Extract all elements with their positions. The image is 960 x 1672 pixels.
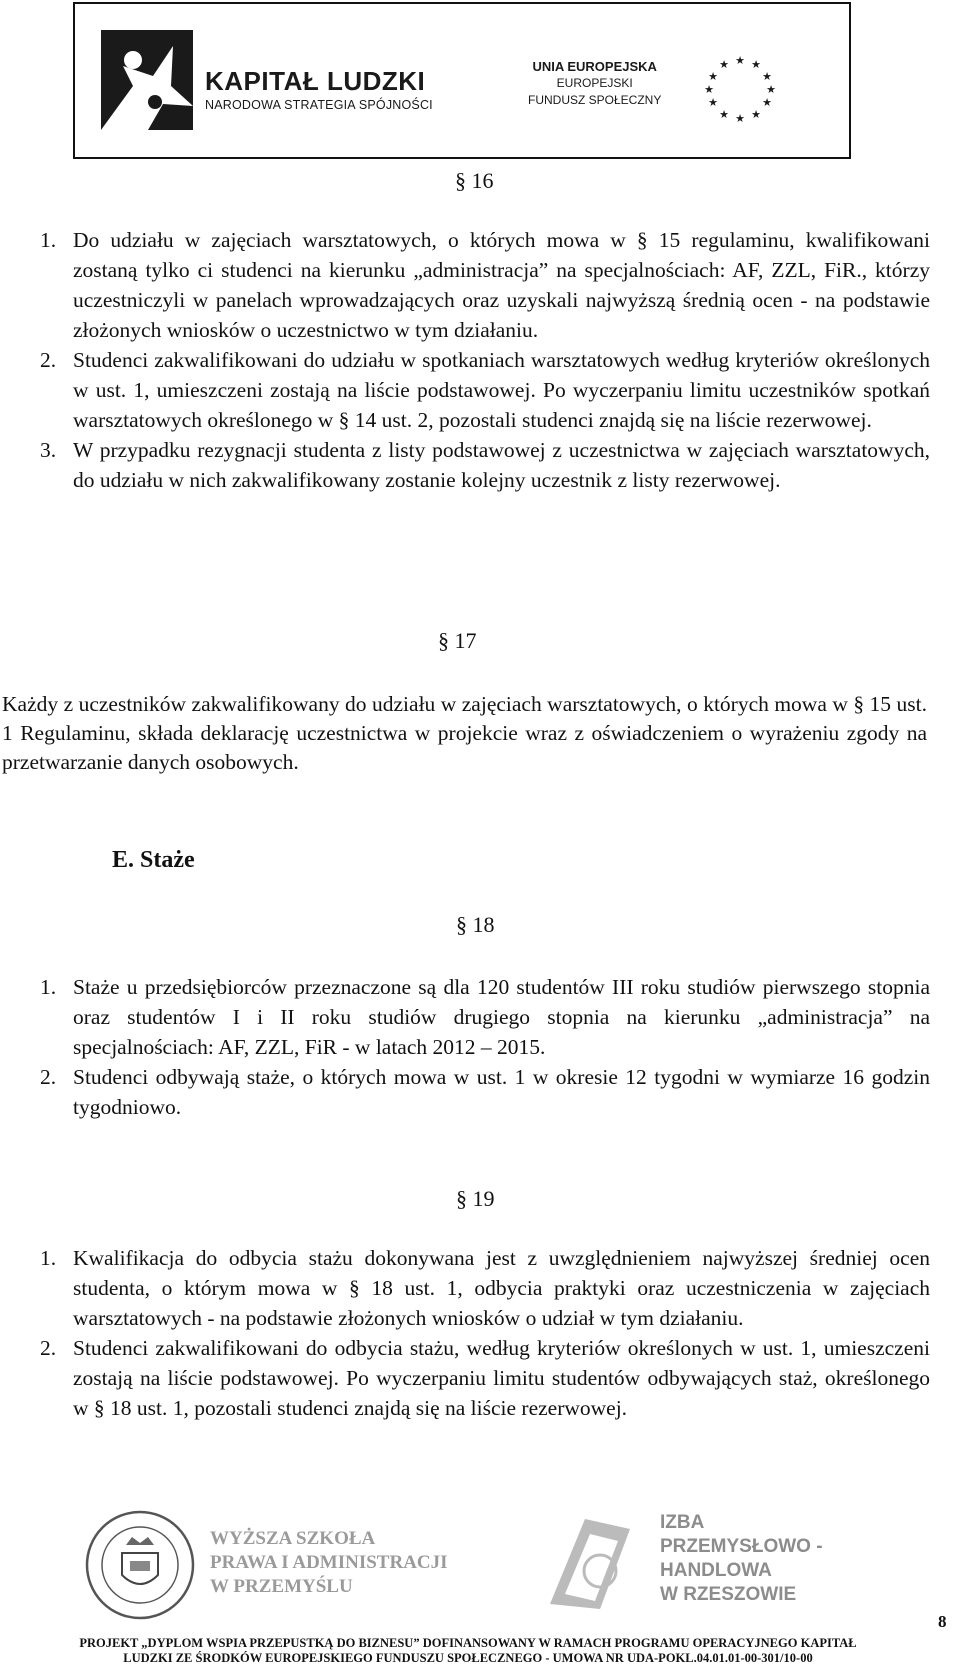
- svg-text:★: ★: [704, 83, 714, 96]
- svg-text:★: ★: [751, 108, 761, 121]
- list-item: [40, 1333, 930, 1423]
- footer-logos: [0, 1505, 960, 1620]
- list-item: [40, 225, 930, 345]
- section-19-list: [40, 1243, 930, 1423]
- chamber-line-4: W RZESZOWIE: [660, 1584, 797, 1605]
- svg-text:★: ★: [735, 54, 745, 67]
- section-16-heading: § 16: [455, 168, 494, 193]
- list-item-text: Studenci zakwalifikowani do udziału w spotkaniach warsztatowych według kryteriów określonych w ust. 1, umieszczeni zostają na liście podstawowej. Po wyczerpaniu limitu uczestników spotkań warsztatowych określonego w § 14 ust. 2, pozostali studenci znajdą się na liście rezerwowej.: [73, 348, 930, 432]
- school-line-1: WYŻSZA SZKOŁA: [210, 1528, 376, 1549]
- section-18-list: [40, 972, 930, 1122]
- school-line-3: W PRZEMYŚLU: [210, 1576, 353, 1597]
- eu-line-3: FUNDUSZ SPOŁECZNY: [528, 93, 662, 107]
- chamber-line-1: IZBA: [660, 1512, 705, 1533]
- eu-line-1: UNIA EUROPEJSKA: [532, 59, 657, 74]
- list-item: [40, 972, 930, 1062]
- list-item-text: Studenci odbywają staże, o których mowa w ust. 1 w okresie 12 tygodni w wymiarze 16 godzin tygodniowo.: [73, 1065, 930, 1119]
- list-item-number: 1.: [40, 1246, 57, 1270]
- list-item: [40, 345, 930, 435]
- list-item: [40, 435, 930, 495]
- svg-text:★: ★: [762, 70, 772, 83]
- chamber-line-2: PRZEMYSŁOWO -: [660, 1536, 823, 1557]
- svg-text:★: ★: [708, 70, 718, 83]
- list-item-number: 2.: [40, 1336, 57, 1360]
- kapital-ludzki-logo-icon: [93, 26, 203, 136]
- school-seal-icon: [84, 1509, 196, 1621]
- section-19-heading: § 19: [456, 1186, 495, 1211]
- list-item-text: W przypadku rezygnacji studenta z listy podstawowej z uczestnictwa w zajęciach warsztatowych, do udziału w nich zakwalifikowany zostanie kolejny uczestnik z listy rezerwowej.: [73, 438, 930, 492]
- list-item-text: Staże u przedsiębiorców przeznaczone są dla 120 studentów III roku studiów pierwszego stopnia oraz studentów I i II roku studiów drugiego stopnia na kierunku „administracja” na specjalnościach: AF, ZZL, FiR - w latach 2012 – 2015.: [73, 975, 930, 1059]
- list-item-number: 3.: [40, 438, 57, 462]
- section-18-heading: § 18: [456, 912, 495, 937]
- list-item: [40, 1062, 930, 1122]
- project-footer: [18, 1636, 918, 1666]
- list-item: [40, 1243, 930, 1333]
- chamber-logo-icon: [530, 1509, 650, 1619]
- list-item-text: Kwalifikacja do odbycia stażu dokonywana jest z uwzględnieniem najwyższej średniej ocen studenta, o którym mowa w § 18 ust. 1, odbycia praktyki oraz uczestniczenia w zajęciach warsztatowych - na podstawie złożonych wniosków o udział w tym działaniu.: [73, 1246, 930, 1330]
- page-number: 8: [938, 1612, 947, 1631]
- section-17-text: Każdy z uczestników zakwalifikowany do udziału w zajęciach warsztatowych, o których mowa w § 15 ust. 1 Regulaminu, składa deklarację uczestnictwa w projekcie wraz z oświadczeniem o wyrażeniu zgody na przetwarzanie danych osobowych.: [2, 692, 927, 774]
- list-item-text: Do udziału w zajęciach warsztatowych, o których mowa w § 15 regulaminu, kwalifikowani zostaną tylko ci studenci na kierunku „administracja” na specjalnościach: AF, ZZL, FiR., którzy uczestniczyli w panelach wprowadzających oraz uzyskali najwyższą średnią ocen - na podstawie złożonych wniosków o uczestnictwo w tym działaniu.: [73, 228, 930, 342]
- list-item-number: 2.: [40, 1065, 57, 1089]
- school-line-2: PRAWA I ADMINISTRACJI: [210, 1552, 448, 1573]
- section-e-heading: E. Staże: [112, 847, 195, 873]
- list-item-text: Studenci zakwalifikowani do odbycia stażu, według kryteriów określonych w ust. 1, umieszczeni zostają na liście podstawowej. Po wyczerpaniu limitu studentów odbywających staż, określonego w § 18 ust. 1, pozostali studenci znajdą się na liście rezerwowej.: [73, 1336, 930, 1420]
- svg-text:★: ★: [719, 108, 729, 121]
- list-item-number: 1.: [40, 975, 57, 999]
- project-line-2: LUDZKI ZE ŚRODKÓW EUROPEJSKIEGO FUNDUSZU SPOŁECZNEGO - UMOWA NR UDA-POKL.04.01.01-00-301/10-00: [123, 1651, 813, 1665]
- kapital-ludzki-subtitle: NARODOWA STRATEGIA SPÓJNOŚCI: [205, 98, 433, 112]
- section-17-heading: § 17: [438, 628, 477, 653]
- eu-label: [528, 58, 661, 109]
- svg-text:★: ★: [735, 112, 745, 125]
- project-line-1: PROJEKT „DYPLOM WSPIA PRZEPUSTKĄ DO BIZNESU” DOFINANSOWANY W RAMACH PROGRAMU OPERACYJNEGO KAPITAŁ: [79, 1636, 857, 1650]
- eu-line-2: EUROPEJSKI: [556, 76, 633, 90]
- header-logo-box: [73, 2, 851, 159]
- list-item-number: 1.: [40, 228, 57, 252]
- school-name: [210, 1527, 448, 1599]
- section-16-list: [40, 225, 930, 495]
- kapital-ludzki-title: KAPITAŁ LUDZKI: [205, 66, 426, 96]
- list-item-number: 2.: [40, 348, 57, 372]
- eu-stars-icon: [703, 52, 777, 126]
- svg-text:★: ★: [766, 83, 776, 96]
- chamber-line-3: HANDLOWA: [660, 1560, 772, 1581]
- chamber-name: [660, 1511, 823, 1607]
- svg-text:★: ★: [762, 96, 772, 109]
- svg-text:★: ★: [708, 96, 718, 109]
- svg-text:★: ★: [719, 58, 729, 71]
- svg-text:★: ★: [751, 58, 761, 71]
